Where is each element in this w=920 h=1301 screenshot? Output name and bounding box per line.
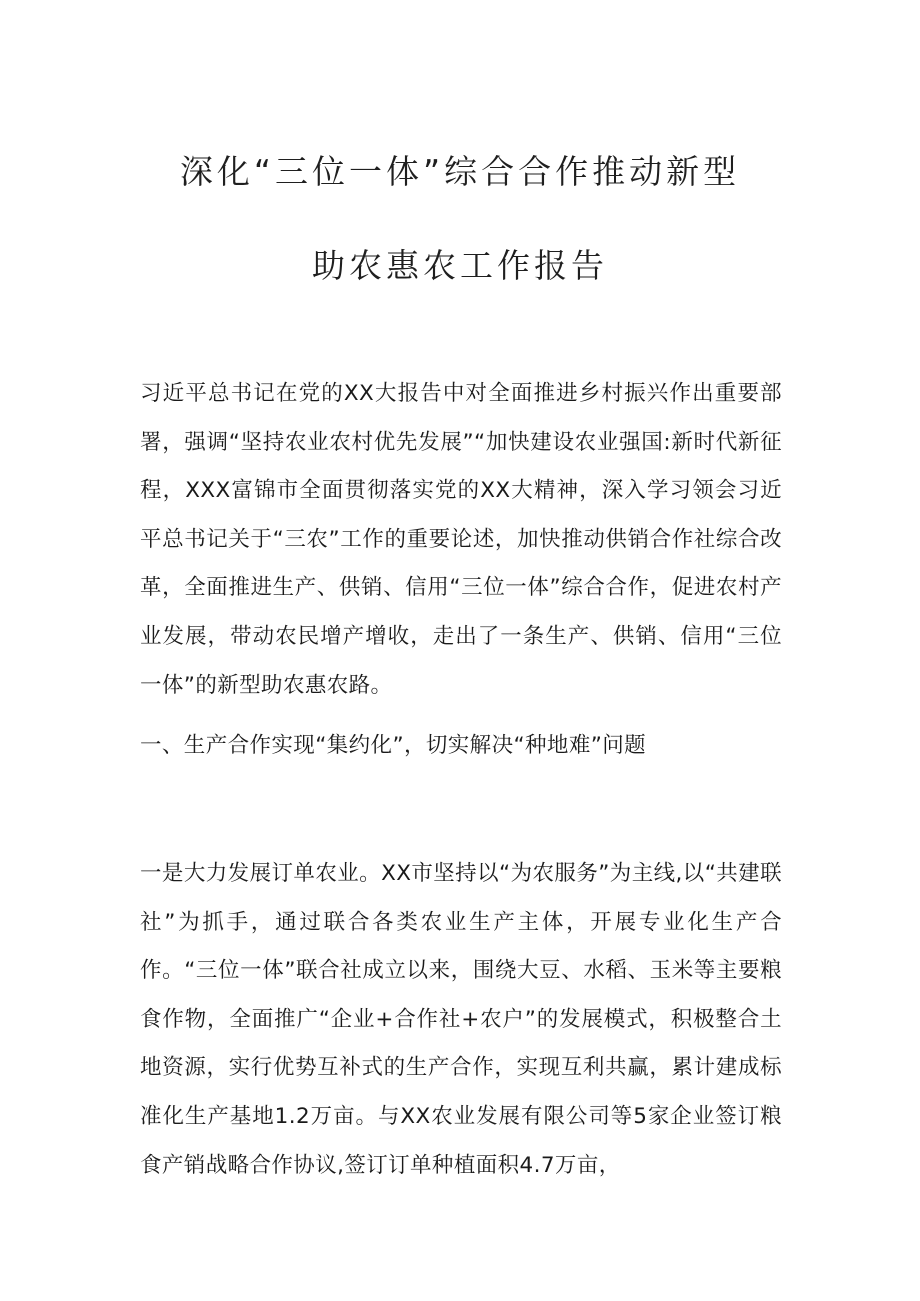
- document-title-line-2: 助农惠农工作报告: [312, 246, 608, 285]
- section-1-paragraph: 一是大力发展订单农业。XX市坚持以“为农服务”为主线,以“共建联社”为抓手，通过联合各类农业生产主体，开展专业化生产合作。“三位一体”联合社成立以来，围绕大豆、水稻、玉米等主要粮食作物，全面推广“企业+合作社+农户”的发展模式，积极整合土地资源，实行优势互补式的生产合作，实现互利共赢，累计建成标准化生产基地1.2万亩。与XX农业发展有限公司等5家企业签订粮食产销战略合作协议,签订订单种植面积4.7万亩，: [140, 861, 782, 1178]
- intro-paragraph: 习近平总书记在党的XX大报告中对全面推进乡村振兴作出重要部署，强调“坚持农业农村优先发展”“加快建设农业强国:新时代新征程，XXX富锦市全面贯彻落实党的XX大精神，深入学习领会习近平总书记关于“三农”工作的重要论述，加快推动供销合作社综合改革，全面推进生产、供销、信用“三位一体”综合合作，促进农村产业发展，带动农民增产增收，走出了一条生产、供销、信用“三位一体”的新型助农惠农路。: [140, 381, 782, 698]
- document-title-line-1: 深化“三位一体”综合合作推动新型: [179, 152, 741, 191]
- section-1-heading: 一、生产合作实现“集约化”，切实解决“种地难”问题: [140, 733, 647, 758]
